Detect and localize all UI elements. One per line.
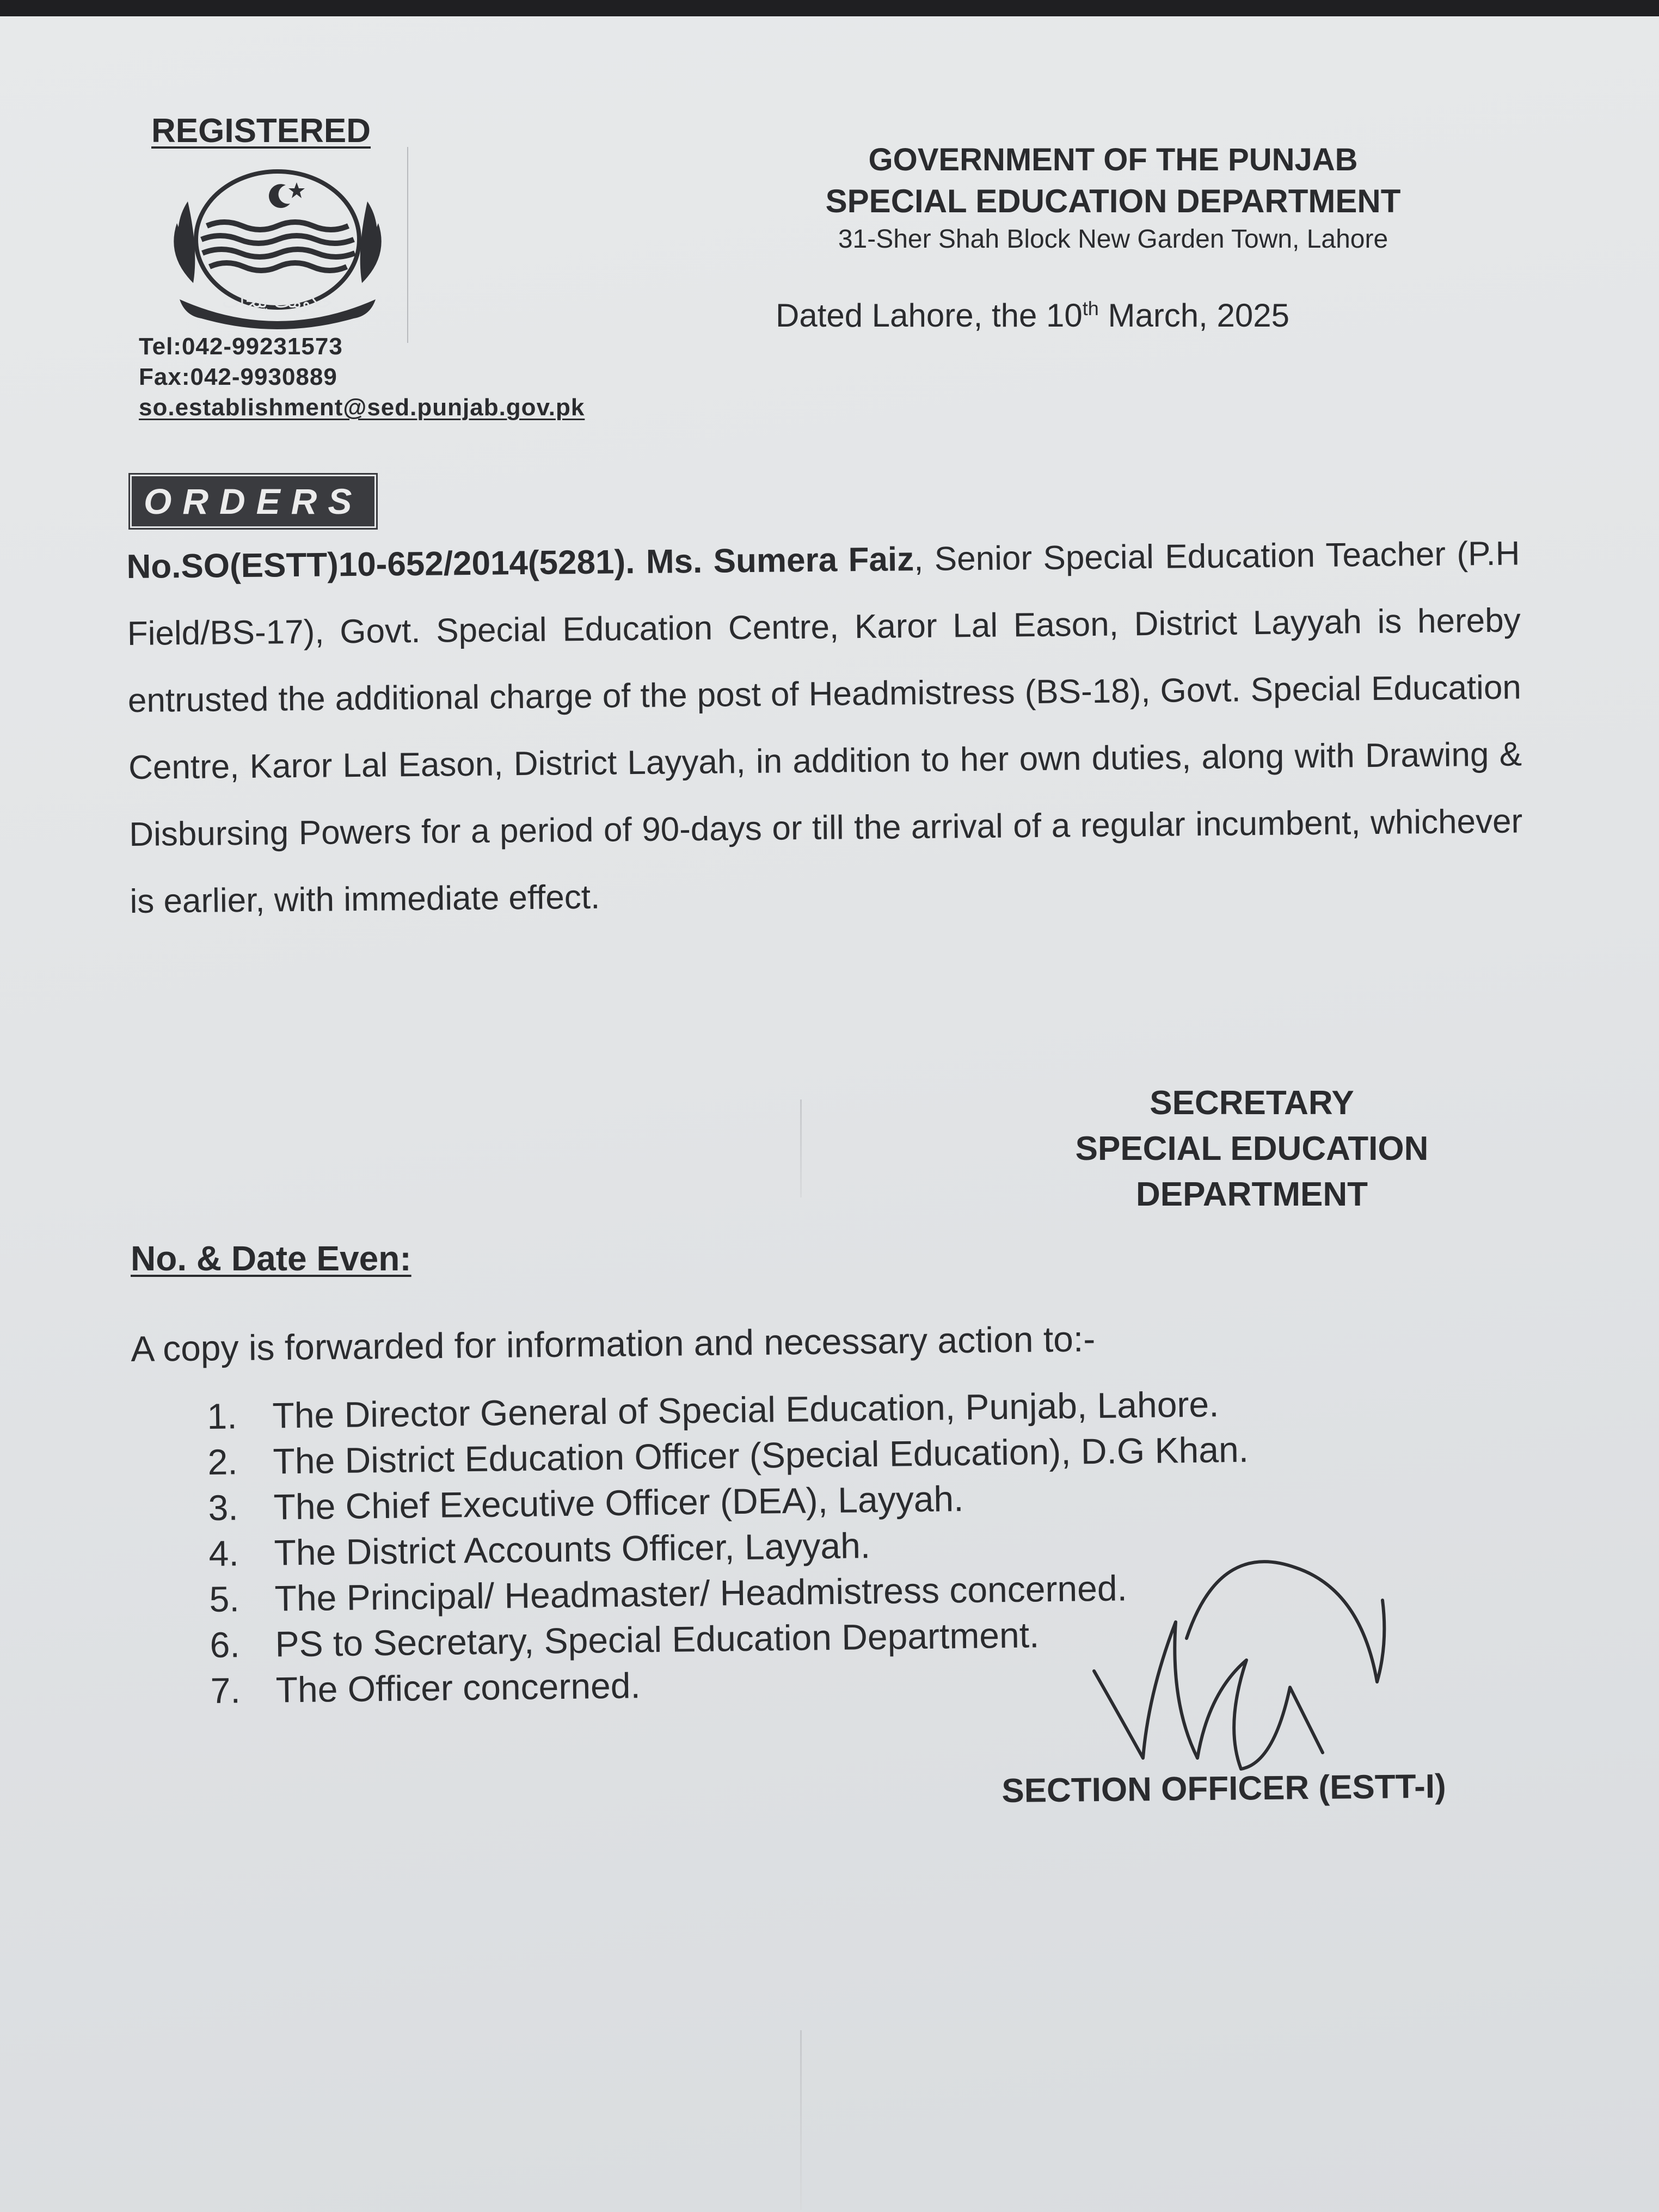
dated-ordinal: th <box>1082 297 1099 319</box>
signatory-line: SECRETARY <box>1150 1084 1354 1122</box>
order-text: , Senior Special Education Teacher (P.H Field/BS-17), Govt. Special Education Centre, Karor Lal Eason, District Layyah is hereby entrusted the additional charge of the post of Headmistress (BS-18), Govt. Special Education Centre, Karor Lal Eason, District Layyah, in addition to her own duties, along with Drawing & Disbursing Powers for a period of 90-days or till the arrival of a regular incumbent, whichever is earlier, with immediate effect. <box>127 534 1523 920</box>
punjab-government-emblem-icon <box>158 163 397 337</box>
order-paragraph <box>126 520 1523 935</box>
list-item-text: PS to Secretary, Special Education Department. <box>275 1614 1040 1664</box>
list-item-number: 2. <box>207 1441 238 1482</box>
paper-fold-mark <box>800 2030 802 2210</box>
signatory-line: DEPARTMENT <box>1136 1176 1368 1213</box>
secretary-signatory <box>1023 1080 1480 1218</box>
no-and-date-even-heading: No. & Date Even: <box>131 1239 411 1278</box>
list-item-text: The Director General of Special Education, Punjab, Lahore. <box>272 1384 1219 1436</box>
list-item-text: The Principal/ Headmaster/ Headmistress concerned. <box>274 1568 1128 1619</box>
copy-forwarded-intro: A copy is forwarded for information and necessary action to:- <box>131 1318 1096 1369</box>
dated-prefix: Dated Lahore, the 10 <box>776 297 1083 334</box>
government-title: GOVERNMENT OF THE PUNJAB <box>868 142 1358 177</box>
list-item-text: The Chief Executive Officer (DEA), Layyah. <box>273 1478 964 1527</box>
list-item-number: 5. <box>209 1578 240 1619</box>
list-item-number: 4. <box>208 1533 239 1574</box>
handwritten-signature-icon <box>1083 1535 1410 1774</box>
document-page <box>0 16 1659 2212</box>
dated-rest: March, 2025 <box>1098 297 1289 334</box>
department-address: 31-Sher Shah Block New Garden Town, Lahore <box>838 225 1388 254</box>
list-item-text: The Officer concerned. <box>275 1665 641 1710</box>
fax-number: Fax:042-9930889 <box>139 364 337 390</box>
email-address: so.establishment@sed.punjab.gov.pk <box>139 394 585 421</box>
registered-label: REGISTERED <box>151 112 371 150</box>
list-item-number: 6. <box>210 1624 241 1665</box>
emblem-scroll-text: حکومت پنجاب <box>222 291 333 312</box>
department-title: SPECIAL EDUCATION DEPARTMENT <box>825 183 1401 219</box>
list-item-number: 3. <box>208 1487 239 1528</box>
dated-line <box>776 297 1289 334</box>
list-item-number: 7. <box>210 1670 241 1711</box>
telephone-number: Tel:042-99231573 <box>139 333 343 360</box>
list-item-text: The District Education Officer (Special Education), D.G Khan. <box>273 1429 1249 1482</box>
signatory-line: SPECIAL EDUCATION <box>1075 1130 1429 1168</box>
officer-name: Ms. Sumera Faiz <box>646 540 914 581</box>
list-item-text: The District Accounts Officer, Layyah. <box>274 1525 871 1573</box>
paper-fold-mark <box>800 1099 802 1197</box>
section-officer-signatory: SECTION OFFICER (ESTT-I) <box>1001 1767 1447 1810</box>
order-number: No.SO(ESTT)10-652/2014(5281). <box>126 543 635 586</box>
header-divider <box>407 147 408 343</box>
list-item-number: 1. <box>207 1396 238 1436</box>
orders-label: ORDERS <box>132 476 374 526</box>
